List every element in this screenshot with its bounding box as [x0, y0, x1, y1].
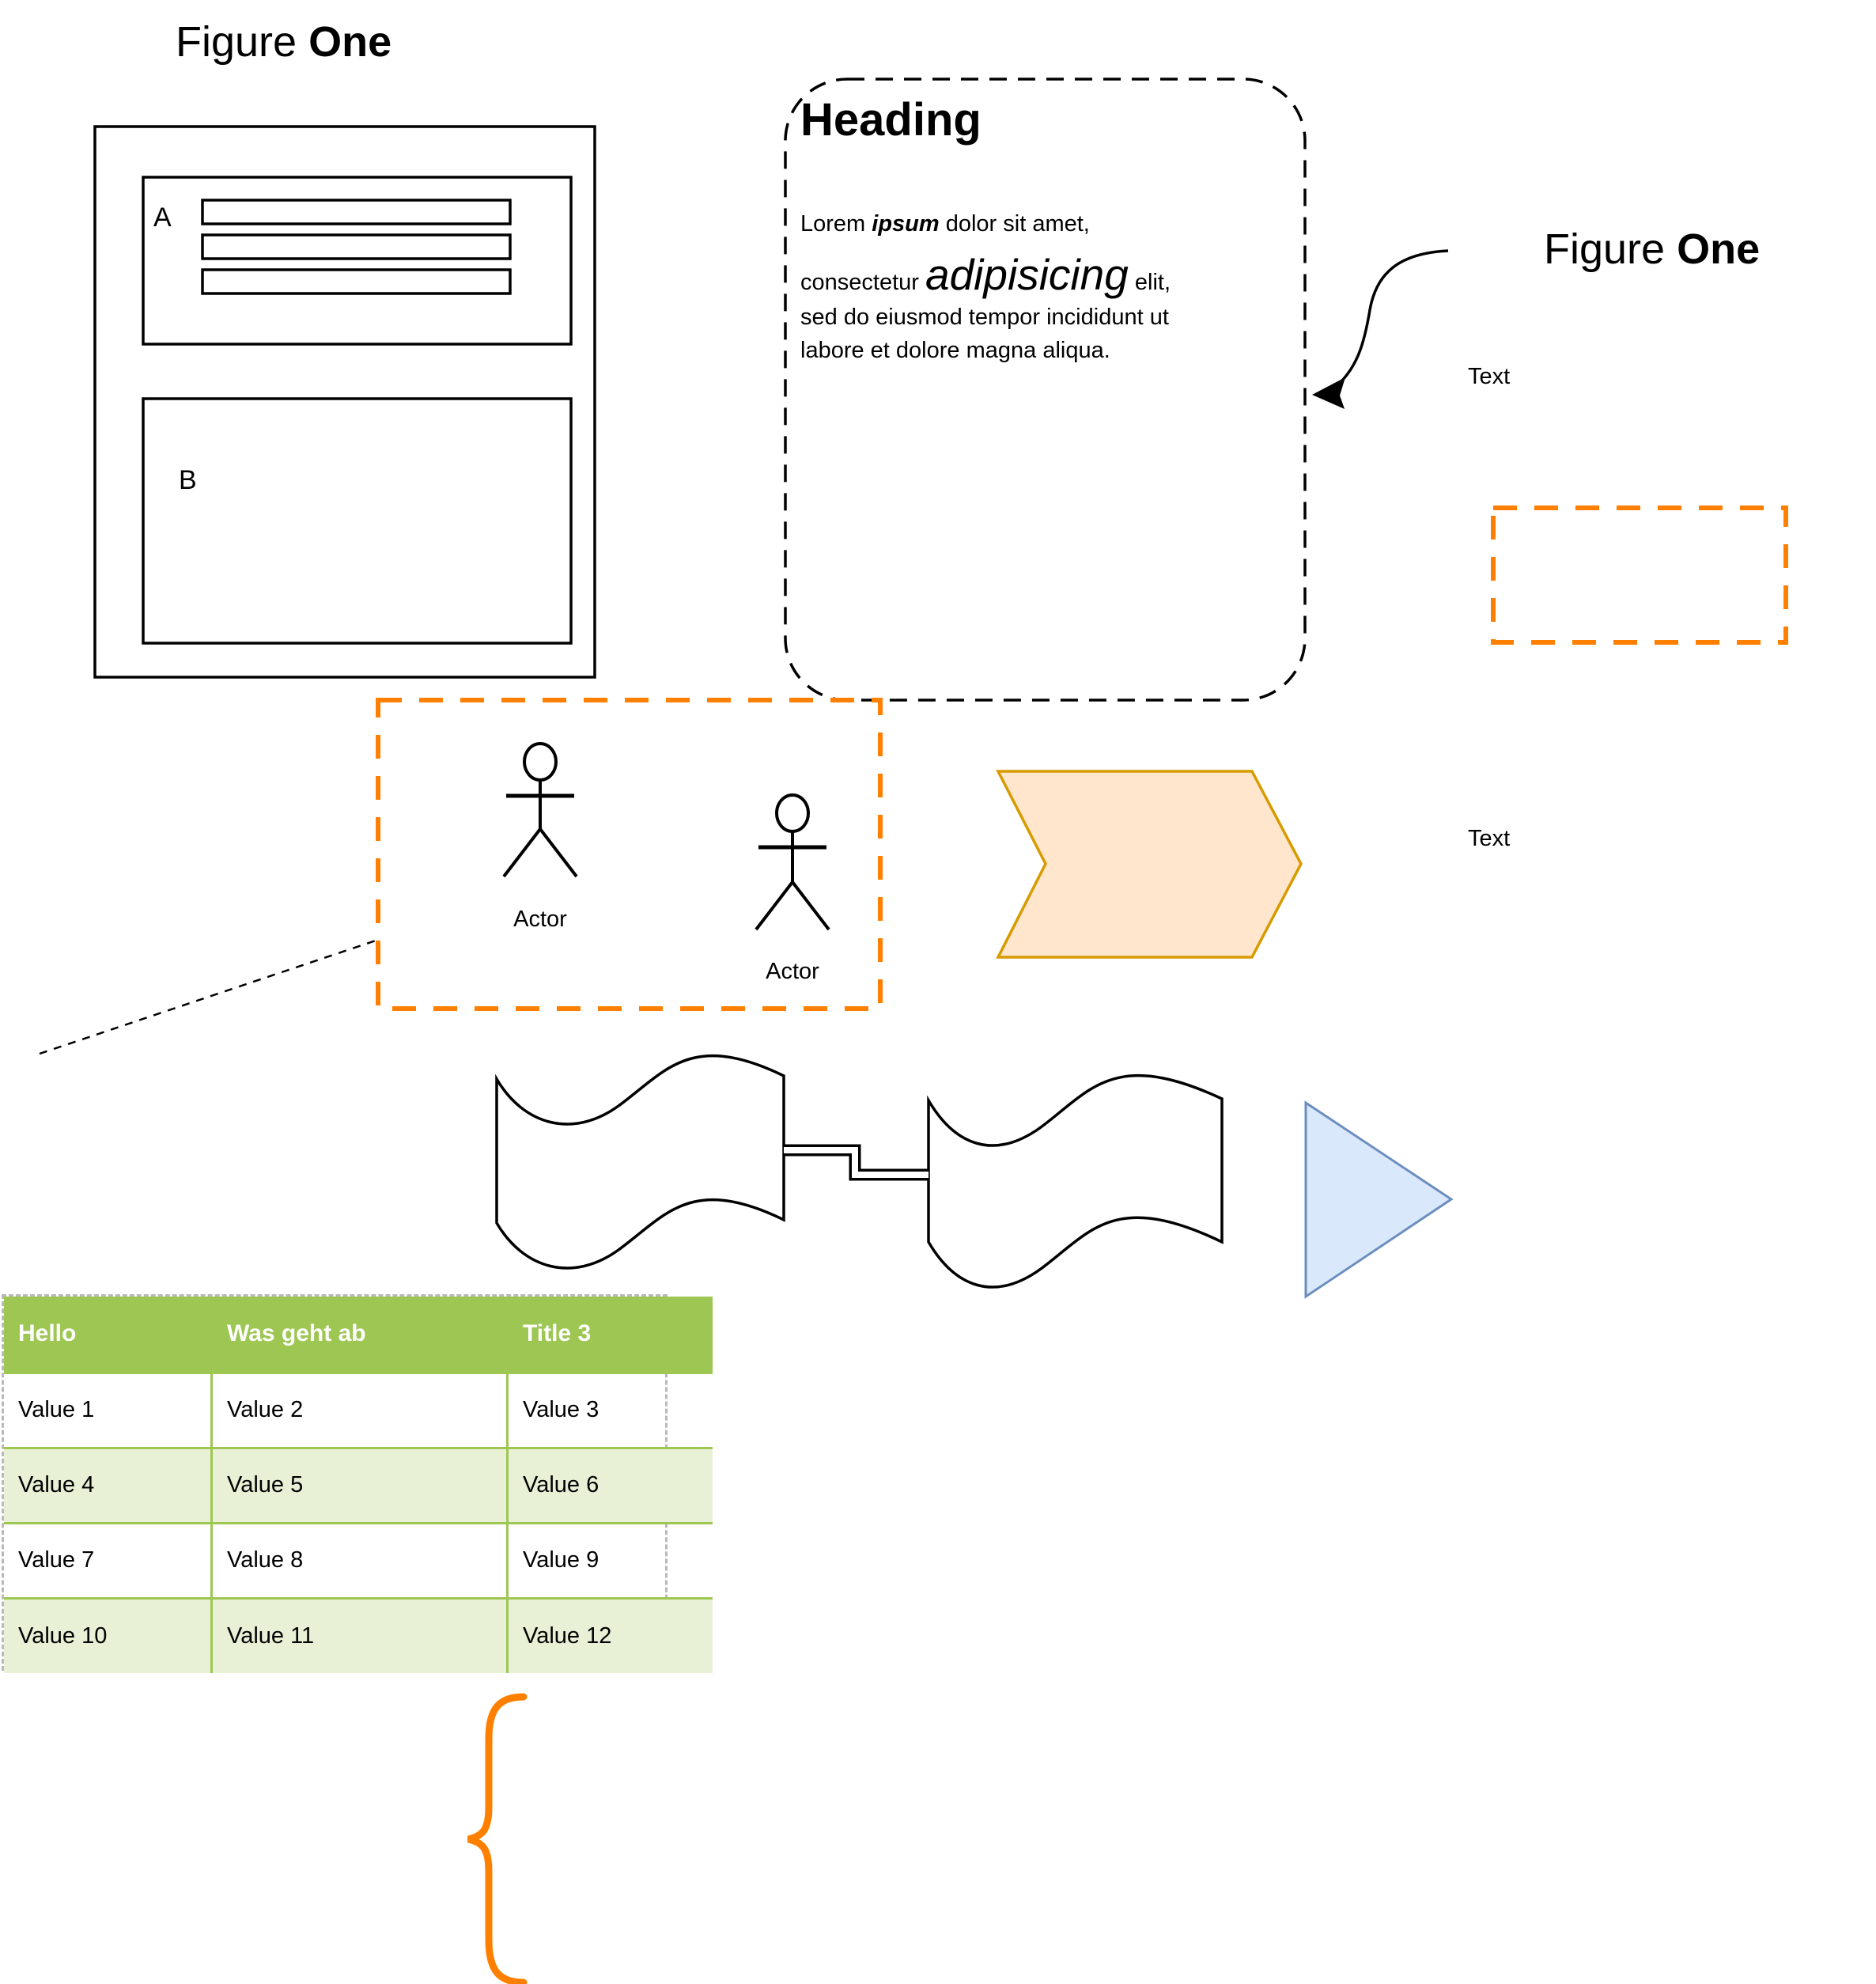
table-row: [4, 1448, 713, 1523]
actor-2-icon[interactable]: [756, 795, 829, 930]
table-cell[interactable]: Value 1: [4, 1373, 212, 1448]
list-bar-2[interactable]: [202, 235, 510, 259]
table-cell[interactable]: Value 3: [508, 1373, 713, 1448]
table-cell[interactable]: Value 10: [4, 1598, 212, 1673]
actor-2-label[interactable]: Actor: [766, 959, 819, 984]
bubble-paragraph[interactable]: [800, 207, 1314, 367]
arrowhead-icon: [1312, 377, 1345, 409]
table-cell[interactable]: Value 5: [212, 1448, 508, 1523]
data-table-container: [2, 1294, 668, 1671]
actor-2-head: [777, 795, 808, 831]
figure-title-regular: Figure: [176, 18, 309, 66]
table-header-cell[interactable]: Was geht ab: [212, 1297, 508, 1373]
table-row: [4, 1598, 713, 1673]
table-cell[interactable]: Value 4: [4, 1448, 212, 1523]
text-label-1[interactable]: Text: [1468, 364, 1511, 389]
paragraph-line-3: sed do eiusmod tempor incididunt ut: [800, 305, 1169, 330]
line1-pre: Lorem: [800, 211, 872, 237]
actor-2-leg-right: [792, 882, 829, 930]
actor-1-icon[interactable]: [504, 744, 577, 877]
table-cell[interactable]: Value 12: [508, 1598, 713, 1673]
chevron-shape[interactable]: [998, 771, 1301, 957]
table-row: [4, 1373, 713, 1448]
table-row: [4, 1523, 713, 1598]
bubble-heading[interactable]: Heading: [800, 94, 981, 146]
table-cell[interactable]: Value 9: [508, 1523, 713, 1598]
table-cell[interactable]: Value 7: [4, 1523, 212, 1598]
line2-pre: consectetur: [800, 270, 925, 295]
curved-arrow-line: [1332, 251, 1448, 390]
section-b-rect[interactable]: [143, 399, 571, 643]
figure-reference-bold: One: [1677, 225, 1761, 273]
paragraph-line-2: [800, 250, 1314, 299]
table-cell[interactable]: Value 2: [212, 1373, 508, 1448]
line1-emph: ipsum: [872, 211, 940, 237]
actor-1-label[interactable]: Actor: [513, 907, 567, 932]
figure-reference[interactable]: [1544, 225, 1760, 274]
actor-1-head: [524, 744, 556, 780]
actor-2-leg-left: [756, 882, 792, 930]
heading-bubble[interactable]: [785, 79, 1305, 700]
line2-post: elit,: [1128, 270, 1171, 295]
paragraph-line-1: [800, 207, 1314, 240]
actor-1-leg-right: [540, 829, 577, 877]
text-label-2[interactable]: Text: [1468, 826, 1511, 851]
link-connector[interactable]: [784, 1150, 929, 1175]
list-bar-1[interactable]: [202, 200, 510, 224]
table-cell[interactable]: Value 8: [212, 1523, 508, 1598]
figure-title[interactable]: [176, 17, 391, 66]
table-header-row: [4, 1297, 713, 1373]
tape-shape-1[interactable]: [497, 1056, 784, 1268]
dashed-pointer-line[interactable]: [40, 940, 378, 1054]
tape-shape-2[interactable]: [929, 1076, 1222, 1287]
line2-emph: adipisicing: [925, 250, 1129, 299]
list-bar-3[interactable]: [202, 270, 510, 293]
actor-1-leg-left: [504, 829, 540, 877]
section-a-label[interactable]: A: [153, 203, 172, 233]
table-header-cell[interactable]: Hello: [4, 1297, 212, 1373]
figure-title-bold: One: [308, 18, 392, 66]
section-b-label[interactable]: B: [179, 465, 197, 495]
blue-triangle[interactable]: [1306, 1103, 1451, 1297]
table-header-cell[interactable]: Title 3: [508, 1297, 713, 1373]
table-cell[interactable]: Value 6: [508, 1448, 713, 1523]
curved-arrow[interactable]: [1312, 251, 1448, 409]
table-cell[interactable]: Value 11: [212, 1598, 508, 1673]
figure-reference-regular: Figure: [1544, 225, 1677, 273]
data-table: [4, 1297, 713, 1673]
line1-post: dolor sit amet,: [939, 211, 1090, 237]
curly-brace-icon[interactable]: [468, 1697, 524, 1982]
orange-dashed-rect[interactable]: [1493, 508, 1786, 642]
paragraph-line-4: labore et dolore magna aliqua.: [800, 338, 1110, 363]
